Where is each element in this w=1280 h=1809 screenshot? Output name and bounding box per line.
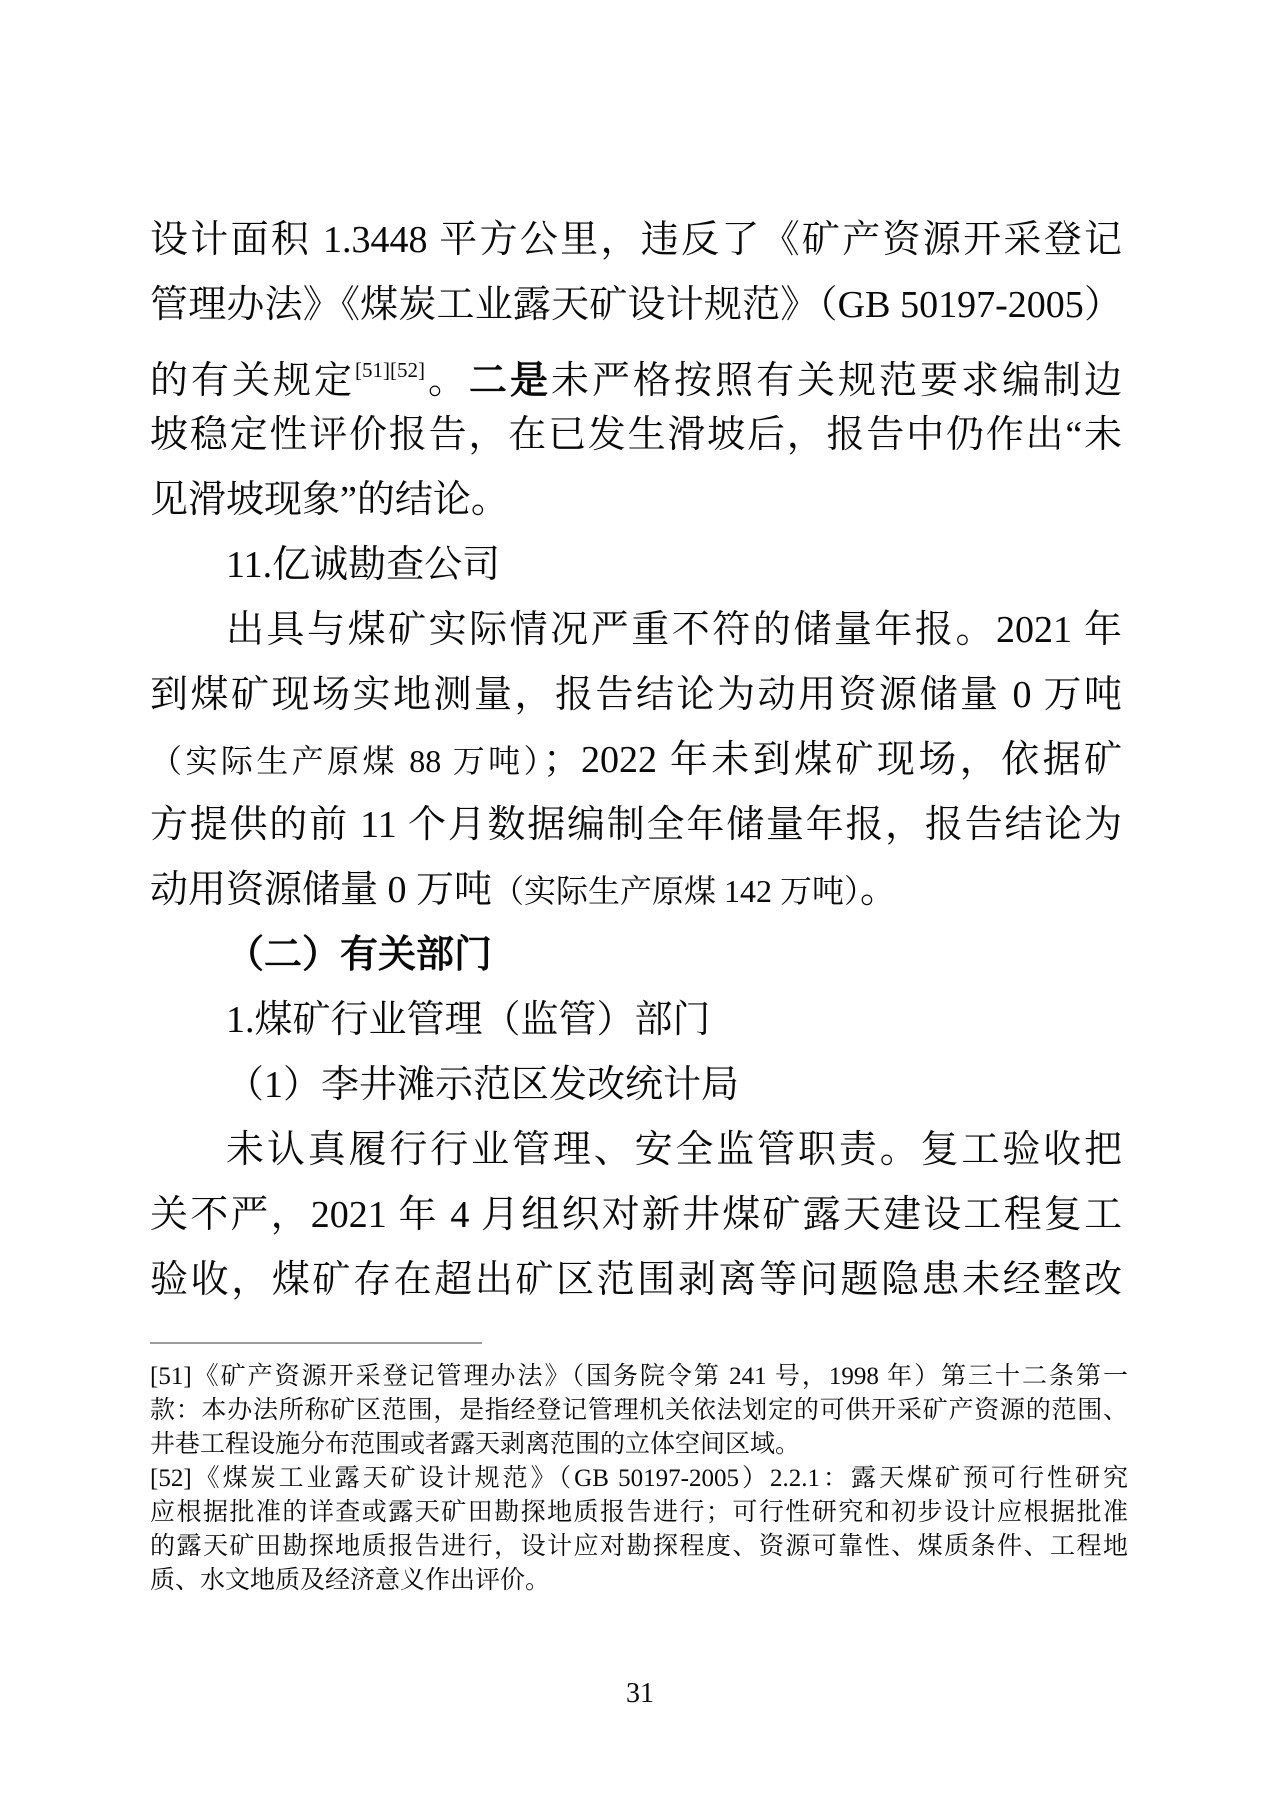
body-paragraph-line [150,988,1122,1053]
text-segment: [52]《煤炭工业露天矿设计规范》（GB 50197-2005）2.2.1：露天煤矿预可行性研究 [150,1465,1128,1492]
footnote-line [150,1530,1128,1564]
text-segment: 。 [424,360,469,402]
body-paragraph-line [150,793,1122,858]
text-segment: 井巷工程设施分布范围或者露天剥离范围的立体空间区域。 [150,1431,801,1458]
text-segment: 设计面积 1.3448 平方公里，违反了《矿产资源开采登记 [150,219,1122,261]
body-paragraph-line [150,663,1122,728]
text-segment: 应根据批准的详查或露天矿田勘探地质报告进行；可行性研究和初步设计应根据批准 [150,1499,1128,1526]
text-segment: 未认真履行行业管理、安全监管职责。复工验收把 [226,1129,1122,1171]
text-segment: 。 [860,869,899,911]
text-segment: 出具与煤矿实际情况严重不符的储量年报。2021 年 [226,609,1122,651]
text-segment: 见滑坡现象”的结论。 [150,479,509,521]
body-paragraph-line [150,598,1122,663]
text-segment: 管理办法》《煤炭工业露天矿设计规范》（GB 50197-2005） [150,284,1122,326]
text-segment: 1.煤矿行业管理（监管）部门 [226,999,711,1041]
footnote-separator [150,1342,482,1344]
text-segment: [51]《矿产资源开采登记管理办法》（国务院令第 241 号，1998 年）第三十二条第一 [150,1363,1128,1390]
text-segment: （1）李井滩示范区发改统计局 [226,1064,740,1106]
footnote-line [150,1496,1128,1530]
text-segment: 的露天矿田勘探地质报告进行，设计应对勘探程度、资源可靠性、煤质条件、工程地 [150,1533,1128,1560]
text-segment: 11.亿诚勘查公司 [226,544,501,586]
text-segment: 的有关规定 [150,360,355,402]
text-segment: 款：本办法所称矿区范围，是指经登记管理机关依法划定的可供开采矿产资源的范围、 [150,1397,1128,1424]
body-paragraph-line [150,1248,1122,1313]
document-body [150,208,1122,1313]
text-segment: 关不严，2021 年 4 月组织对新井煤矿露天建设工程复工 [150,1194,1122,1236]
text-segment: 坡稳定性评价报告，在已发生滑坡后，报告中仍作出“未 [150,414,1122,456]
body-paragraph-line [150,858,1122,923]
body-paragraph-line [150,923,1122,988]
text-segment: 未严格按照有关规范要求编制边 [550,360,1122,402]
bold-emphasis: 二是 [468,360,551,402]
text-segment: 动用资源储量 0 万吨 [150,869,493,911]
superscript-footnote-ref: [51][52] [355,358,425,382]
text-segment: 验收，煤矿存在超出矿区范围剥离等问题隐患未经整改 [150,1259,1122,1301]
footnote-line [150,1360,1128,1394]
text-segment: 质、水文地质及经济意义作出评价。 [150,1567,551,1594]
body-paragraph-line [150,208,1122,273]
body-paragraph-line [150,468,1122,533]
parenthetical-note: （实际生产原煤 142 万吨） [492,873,861,909]
body-paragraph-line [150,403,1122,468]
footnote-line [150,1428,1128,1462]
page-number: 31 [626,1678,654,1709]
text-segment: 到煤矿现场实地测量，报告结论为动用资源储量 0 万吨 [150,674,1122,716]
body-paragraph-line [150,273,1122,338]
bold-emphasis: （二）有关部门 [226,934,493,976]
text-segment: ；2022 年未到煤矿现场，依据矿 [542,739,1122,781]
body-paragraph-line [150,1183,1122,1248]
body-paragraph-line [150,728,1122,793]
body-paragraph-line [150,533,1122,598]
text-segment: 方提供的前 11 个月数据编制全年储量年报，报告结论为 [150,804,1122,846]
body-paragraph-line [150,1053,1122,1118]
footnote-line [150,1462,1128,1496]
body-paragraph-line [150,1118,1122,1183]
footnote-line [150,1564,1128,1598]
footnote-line [150,1394,1128,1428]
parenthetical-note: （实际生产原煤 88 万吨） [150,743,543,779]
body-paragraph-line [150,338,1122,403]
footnotes-section [150,1360,1128,1598]
